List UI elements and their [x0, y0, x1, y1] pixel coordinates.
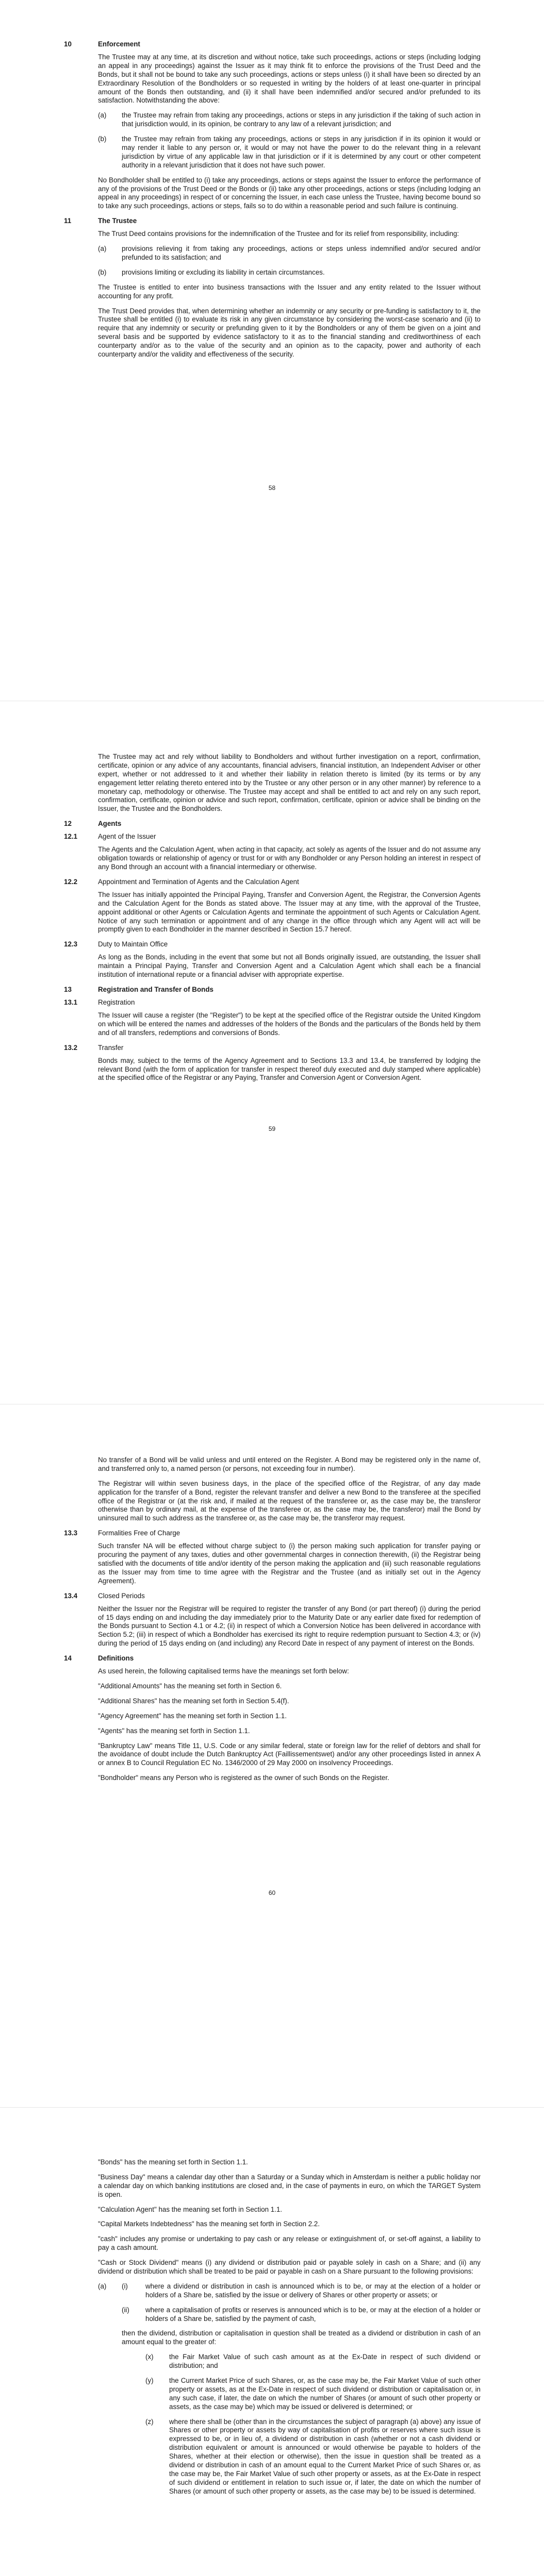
paragraph: The Trust Deed provides that, when determining whether an indemnity or any security or pre-funding is satisfactory to it, the Trustee shall be entitled (i) to evaluate its risk in any given circumstance by considering the worst-case scenario and (ii) to require that any indemnity or security or prefunding given to it by the Bondholders or any of them be given on a joint and several basis and be supported by evidence satisfactory to it as to the financial standing and creditworthiness of each counterparty and/or as to the value of the security and an opinion as to the capacity, power and authority of each counterparty and/or the validity and effectiveness of the security. — [98, 307, 481, 359]
subsection-number: 13.2 — [64, 1043, 78, 1052]
section-title: Agents — [98, 820, 122, 828]
section-12-heading — [64, 820, 544, 827]
definition: "Additional Amounts" has the meaning set forth in Section 6. — [98, 1682, 282, 1690]
list-text: the Trustee may refrain from taking any proceedings, actions or steps in any jurisdiction if the taking of such action in that jurisdiction would, in its opinion, be contrary to any law of a relevant jurisdiction; and — [122, 111, 481, 128]
section-number: 14 — [64, 1654, 72, 1663]
subsection-title: Agent of the Issuer — [98, 833, 156, 841]
list-label: (a) — [98, 2282, 107, 2290]
subsection-number: 13.4 — [64, 1591, 78, 1600]
list-text: the Fair Market Value of such cash amount as at the Ex-Date in respect of such dividend or distribution; and — [169, 2353, 481, 2370]
paragraph: The Trustee is entitled to enter into business transactions with the Issuer and any entity related to the Issuer without accounting for any profit. — [98, 283, 481, 300]
paragraph: The Trust Deed contains provisions for the indemnification of the Trustee and for its relief from responsibility, including: — [98, 230, 459, 238]
definition: "cash" includes any promise or undertaking to pay cash or any release or extinguishment of, or set-off against, a liability to pay a cash amount. — [98, 2235, 481, 2252]
list-text: provisions limiting or excluding its liability in certain circumstances. — [122, 268, 325, 276]
definition: "Agency Agreement" has the meaning set forth in Section 1.1. — [98, 1711, 287, 1720]
paragraph: Neither the Issuer nor the Registrar will be required to register the transfer of any Bond (or part thereof) (i) during the period of 15 days ending on and including the day immediately prior to the Maturity Date or any earlier date fixed for redemption of the Bonds pursuant to Section 4.1 or 4.2; (ii) in respect of which a Conversion Notice has been delivered in accordance with Section 5.2; (iii) in respect of which a Bondholder has exercised its right to require redemption pursuant to Section 4.3; or (iv) during the period of 15 days ending on (and including) any Record Date in respect of any payment of interest on the Bonds. — [98, 1604, 481, 1648]
definition: "Calculation Agent" has the meaning set forth in Section 1.1. — [98, 2205, 283, 2213]
section-number: 12 — [64, 820, 72, 828]
paragraph: No transfer of a Bond will be valid unless and until entered on the Register. A Bond may be registered only in the name of, and transferred only to, a named person (or persons, not exceeding four in number). — [98, 1456, 481, 1472]
subsection-number: 12.3 — [64, 940, 78, 948]
subsection-13-2-heading — [64, 1044, 544, 1052]
paragraph: The Issuer has initially appointed the Principal Paying, Transfer and Conversion Agent, the Registrar, the Conversion Agents and the Calculation Agent for the Bonds as stated above. The Issuer may at any time, with the approval of the Trustee, appoint additional or other Agents or Calculation Agents and terminate the appointment of such Agents or Calculation Agent. Notice of any such termination or appointment and of any change in the office through which any Agent will act will be promptly given to each Bondholder in the manner described in Section 15.7 hereof. — [98, 890, 481, 934]
section-title: Enforcement — [98, 40, 140, 48]
page-number: 59 — [268, 1125, 276, 1132]
paragraph: As long as the Bonds, including in the event that some but not all Bonds originally issued, are outstanding, the Issuer shall maintain a Principal Paying, Transfer and Conversion Agent and a Calculation Agent which shall each be a financial institution of international repute or a financial adviser with appropriate expertise. — [98, 953, 481, 979]
section-title: The Trustee — [98, 217, 137, 225]
section-number: 10 — [64, 40, 72, 48]
paragraph: The Trustee may act and rely without liability to Bondholders and without further investigation on a report, confirmation, certificate, opinion or any advice of any accountants, financial advisers, financial institution, an Independent Adviser or other expert, whether or not addressed to it and whether their liability in relation thereto is limited (by its terms or by any engagement letter relating thereto entered into by the Trustee or any other person or in any other manner) by reference to a monetary cap, methodology or otherwise. The Trustee may accept and shall be entitled to act and rely on any such report, confirmation, certificate, opinion or advice and such report, confirmation, certificate, opinion or advice shall be binding on the Issuer, the Trustee and the Bondholders. — [98, 753, 481, 813]
page-59 — [0, 701, 544, 1404]
list-item — [145, 2418, 481, 2496]
subsection-number: 12.2 — [64, 877, 78, 886]
list-label: (i) — [122, 2282, 128, 2290]
list-label: (ii) — [122, 2306, 129, 2314]
subsection-13-4-heading — [64, 1592, 544, 1600]
section-13-heading — [64, 986, 544, 993]
subsection-13-1-heading — [64, 998, 544, 1006]
subsection-12-2-heading — [64, 878, 544, 886]
list-text: the Current Market Price of such Shares, or, as the case may be, the Fair Market Value of such other property or assets, as at the Ex-Date in respect of such dividend or distribution or capitalisation or, in any such case, if later, the date on which the number of Shares (or amount of such other property or assets, as the case may be) which may be issued or delivered is determined; or — [169, 2377, 481, 2411]
subsection-12-3-heading — [64, 940, 544, 948]
list-item — [122, 2306, 481, 2324]
list-item — [98, 268, 481, 277]
paragraph: then the dividend, distribution or capitalisation in question shall be treated as a dividend or distribution in cash of an amount equal to the greater of: — [122, 2329, 481, 2346]
subsection-title: Appointment and Termination of Agents and the Calculation Agent — [98, 877, 299, 886]
list-item — [98, 2282, 481, 2300]
list-label: (y) — [145, 2377, 154, 2385]
subsection-title: Transfer — [98, 1043, 124, 1052]
subsection-12-1-heading — [64, 833, 544, 840]
subsection-title: Formalities Free of Charge — [98, 1529, 180, 1537]
list-label: (b) — [98, 268, 107, 276]
section-title: Definitions — [98, 1654, 134, 1663]
paragraph: The Issuer will cause a register (the "Register") to be kept at the specified office of the Registrar outside the United Kingdom on which will be entered the names and addresses of the holders of the Bonds and the particulars of the Bonds held by them and of all transfers, redemptions and conversions of Bonds. — [98, 1011, 481, 1037]
definition: "Additional Shares" has the meaning set forth in Section 5.4(f). — [98, 1697, 289, 1705]
list-text: provisions relieving it from taking any proceedings, actions or steps unless indemnified and/or secured and/or prefunded to its satisfaction; and — [122, 245, 481, 262]
subsection-number: 13.3 — [64, 1529, 78, 1537]
section-number: 13 — [64, 986, 72, 994]
section-title: Registration and Transfer of Bonds — [98, 986, 213, 994]
page-58 — [0, 0, 544, 701]
paragraph: Such transfer NA will be effected without charge subject to (i) the person making such application for transfer paying or procuring the payment of any taxes, duties and other governmental charges in connection therewith, (ii) the Registrar being satisfied with the documents of title and/or identity of the person making the application and (iii) such reasonable regulations as the Issuer may from time to time agree with the Registrar and the Trustee (and as initially set out in the Agency Agreement). — [98, 1542, 481, 1585]
paragraph: As used herein, the following capitalised terms have the meanings set forth below: — [98, 1667, 349, 1675]
section-number: 11 — [64, 217, 72, 225]
page-61 — [0, 2108, 544, 2576]
definition: "Bonds" has the meaning set forth in Section 1.1. — [98, 2158, 248, 2166]
page-number: 58 — [268, 484, 276, 492]
definition: "Agents" has the meaning set forth in Section 1.1. — [98, 1726, 250, 1735]
list-label: (a) — [98, 245, 107, 253]
section-10-heading — [64, 40, 544, 48]
list-text: the Trustee may refrain from taking any proceedings, actions or steps in any jurisdiction if in its opinion it would or may render it liable to any person or, it would or may not have the power to do the relevant thing in a relevant jurisdiction by virtue of any applicable law in that jurisdiction or if it is determined by any court or other competent authority in a relevant jurisdiction that it does not have such power. — [122, 135, 481, 169]
paragraph: No Bondholder shall be entitled to (i) take any proceedings, actions or steps against the Issuer to enforce the performance of any of the provisions of the Trust Deed or the Bonds or (ii) take any other proceedings, actions or steps (including lodging an appeal in any proceedings) in respect of or concerning the Issuer, in each case unless the Trustee, having become bound so to take any such proceedings, actions or steps, fails so to do within a reasonable period and such failure is continuing. — [98, 176, 481, 210]
subsection-number: 12.1 — [64, 833, 78, 841]
subsection-title: Registration — [98, 998, 135, 1007]
list-item — [98, 111, 481, 129]
definition: "Bondholder" means any Person who is registered as the owner of such Bonds on the Register. — [98, 1774, 389, 1782]
subsection-title: Closed Periods — [98, 1591, 145, 1600]
section-11-heading — [64, 217, 544, 225]
list-item — [145, 2377, 481, 2412]
list-text: where a dividend or distribution in cash is announced which is to be, or may at the election of a holder or holders of a Share be, satisfied by the issue or delivery of Shares or other property or assets; or — [145, 2282, 481, 2299]
list-label: (a) — [98, 111, 107, 120]
page-number: 60 — [268, 1889, 276, 1896]
section-14-heading — [64, 1654, 544, 1662]
definition: "Cash or Stock Dividend" means (i) any dividend or distribution paid or payable solely in cash on a Share; and (ii) any dividend or distribution which shall be treated to be paid or payable in cash on a Share pursuant to the following provisions: — [98, 2259, 481, 2276]
definition: "Business Day" means a calendar day other than a Saturday or a Sunday which in Amsterdam is neither a public holiday nor a calendar day on which banking institutions are closed and, in the case of payments in euro, on which the TARGET System is open. — [98, 2173, 481, 2198]
list-label: (z) — [145, 2417, 154, 2426]
paragraph: Bonds may, subject to the terms of the Agency Agreement and to Sections 13.3 and 13.4, be transferred by lodging the relevant Bond (with the form of application for transfer in respect thereof duly executed and duly stamped where applicable) at the specified office of the Registrar or any Paying, Transfer and Conversion Agent or Conversion Agent. — [98, 1056, 481, 1082]
list-text: where there shall be (other than in the circumstances the subject of paragraph (a) above) any issue of Shares or other property or assets by way of capitalisation of profits or reserves where such issue is expressed to be, or in lieu of, a dividend or distribution in cash (whether or not a cash dividend or distribution equivalent or amount is announced or would otherwise be payable to holders of the Shares, whether at their election or otherwise), then the issue in question shall be treated as a dividend or distribution in cash of an amount equal to the Current Market Price of such Shares or, as the case may be, the Fair Market Value of such other property or assets, as at the Ex-Date in respect of such dividend or entitlement in relation to such issue or, if later, the date on which the number of Shares (or amount of such other property or assets, as the case may be) to be issued is determined. — [169, 2417, 481, 2495]
paragraph: The Registrar will within seven business days, in the place of the specified office of the Registrar, of any day made application for the transfer of a Bond, register the relevant transfer and deliver a new Bond to the transferee at the specified office of the Registrar or (at the risk and, if mailed at the request of the transferee or, as the case may be, the transferor otherwise than by ordinary mail, at the expense of the transferee or, as the case may be, the transferor) mail the Bond by uninsured mail to such address as the transferee or, as the case may be, the transferor may request. — [98, 1479, 481, 1522]
paragraph: The Agents and the Calculation Agent, when acting in that capacity, act solely as agents of the Issuer and do not assume any obligation towards or relationship of agency or trust for or with any Bondholder or any Person holding an interest in respect of any Bond through an account with a financial intermediary or otherwise. — [98, 845, 481, 871]
list-label: (x) — [145, 2353, 154, 2361]
paragraph: The Trustee may at any time, at its discretion and without notice, take such proceedings, actions or steps (including lodging an appeal in any proceedings) against the Issuer as it may think fit to enforce the provisions of the Trust Deed and the Bonds, but it shall not be bound to take any such proceedings, actions or steps unless (i) it shall have been so directed by an Extraordinary Resolution of the Bondholders or so requested in writing by the holders of at least one-quarter in principal amount of the Bonds then outstanding, and (ii) it shall have been indemnified and/or secured and/or prefunded to its satisfaction. Notwithstanding the above: — [98, 53, 481, 105]
subsection-13-3-heading — [64, 1529, 544, 1537]
list-item — [145, 2353, 481, 2370]
subsection-title: Duty to Maintain Office — [98, 940, 168, 948]
list-text: where a capitalisation of profits or reserves is announced which is to be, or may at the election of a holder or holders of a Share be, satisfied by the payment of cash, — [145, 2306, 481, 2323]
definition: "Bankruptcy Law" means Title 11, U.S. Code or any similar federal, state or foreign law for the relief of debtors and shall for the avoidance of doubt include the Dutch Bankruptcy Act (Faillissementswet) and/or any other proceedings listed in annex A or annex B to Council Regulation EC No. 1346/2000 of 29 May 2000 on insolvency Proceedings. — [98, 1741, 481, 1767]
definition: "Capital Markets Indebtedness" has the meaning set forth in Section 2.2. — [98, 2220, 320, 2228]
list-label: (b) — [98, 135, 107, 143]
subsection-number: 13.1 — [64, 998, 78, 1007]
page-60 — [0, 1404, 544, 2107]
list-item — [98, 245, 481, 262]
list-item — [98, 135, 481, 170]
